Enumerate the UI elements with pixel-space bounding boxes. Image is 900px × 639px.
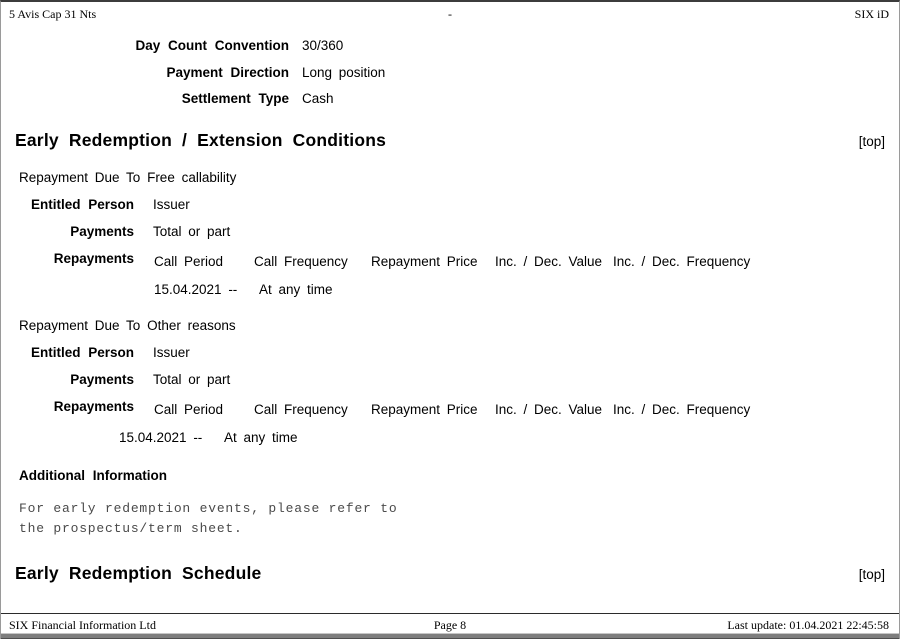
header-product-name: SIX iD — [854, 7, 889, 21]
top-link[interactable]: [top] — [858, 567, 885, 582]
section-title: Early Redemption Schedule — [15, 563, 262, 583]
additional-information-line: For early redemption events, please refer to — [19, 501, 398, 516]
field-value: Long position — [302, 64, 386, 80]
page-content — [1, 37, 899, 584]
col-inc-dec-frequency: Inc. / Dec. Frequency — [613, 402, 751, 417]
call-frequency-value: At any time — [259, 282, 333, 297]
payments-label: Payments — [70, 224, 134, 239]
call-frequency-value: At any time — [224, 430, 298, 445]
repayment-block-free-callability — [15, 169, 885, 299]
repayment-block-other-reasons — [15, 317, 885, 447]
entitled-person-label: Entitled Person — [30, 345, 134, 360]
payments-label: Payments — [70, 372, 134, 387]
summary-fields — [15, 37, 885, 108]
repayments-label: Repayments — [53, 251, 134, 266]
repayments-column-headers — [154, 398, 750, 419]
field-label: Payment Direction — [166, 64, 289, 80]
row-payments — [15, 223, 885, 241]
repayments-label: Repayments — [53, 399, 134, 414]
footer-last-update: Last update: 01.04.2021 22:45:58 — [727, 618, 889, 632]
field-day-count-convention — [15, 37, 885, 55]
field-value: Cash — [302, 91, 334, 106]
header-center-dash: - — [448, 7, 452, 21]
header-instrument-name: 5 Avis Cap 31 Nts — [9, 7, 97, 21]
section-early-redemption-conditions — [15, 130, 885, 151]
block-heading: Repayment Due To Free callability — [19, 170, 237, 185]
footer-company: SIX Financial Information Ltd — [9, 618, 156, 632]
top-link[interactable]: [top] — [858, 134, 885, 149]
entitled-person-label: Entitled Person — [30, 197, 134, 212]
field-value: 30/360 — [302, 38, 344, 53]
repayments-column-headers — [154, 250, 750, 271]
payments-value: Total or part — [153, 372, 231, 387]
field-label: Day Count Convention — [135, 38, 289, 53]
col-repayment-price: Repayment Price — [371, 254, 478, 269]
payments-value: Total or part — [153, 224, 231, 239]
col-repayment-price: Repayment Price — [371, 402, 478, 417]
col-inc-dec-value: Inc. / Dec. Value — [495, 254, 603, 269]
entitled-person-value: Issuer — [153, 197, 190, 212]
col-inc-dec-value: Inc. / Dec. Value — [495, 402, 603, 417]
footer-page-number: Page 8 — [433, 618, 467, 632]
window-bottom-edge — [1, 633, 899, 639]
running-header — [1, 2, 899, 22]
repayments-data-row — [154, 281, 885, 299]
field-settlement-type — [15, 90, 885, 108]
col-call-frequency: Call Frequency — [254, 254, 348, 269]
row-repayments — [15, 398, 885, 419]
col-call-frequency: Call Frequency — [254, 402, 348, 417]
col-call-period: Call Period — [154, 402, 224, 417]
field-payment-direction — [15, 64, 885, 82]
section-early-redemption-schedule — [15, 563, 885, 584]
row-entitled-person — [15, 196, 885, 214]
row-entitled-person — [15, 344, 885, 362]
call-period-value: 15.04.2021 -- — [119, 430, 203, 445]
additional-information-label: Additional Information — [19, 468, 167, 483]
running-footer — [1, 613, 899, 633]
additional-information-text — [19, 499, 885, 539]
field-label: Settlement Type — [181, 91, 289, 106]
col-inc-dec-frequency: Inc. / Dec. Frequency — [613, 254, 751, 269]
repayments-data-row — [119, 429, 885, 447]
row-repayments — [15, 250, 885, 271]
additional-information-line: the prospectus/term sheet. — [19, 521, 243, 536]
call-period-value: 15.04.2021 -- — [154, 282, 238, 297]
entitled-person-value: Issuer — [153, 345, 190, 360]
section-title: Early Redemption / Extension Conditions — [15, 130, 387, 150]
row-payments — [15, 371, 885, 389]
col-call-period: Call Period — [154, 254, 224, 269]
block-heading: Repayment Due To Other reasons — [19, 318, 236, 333]
